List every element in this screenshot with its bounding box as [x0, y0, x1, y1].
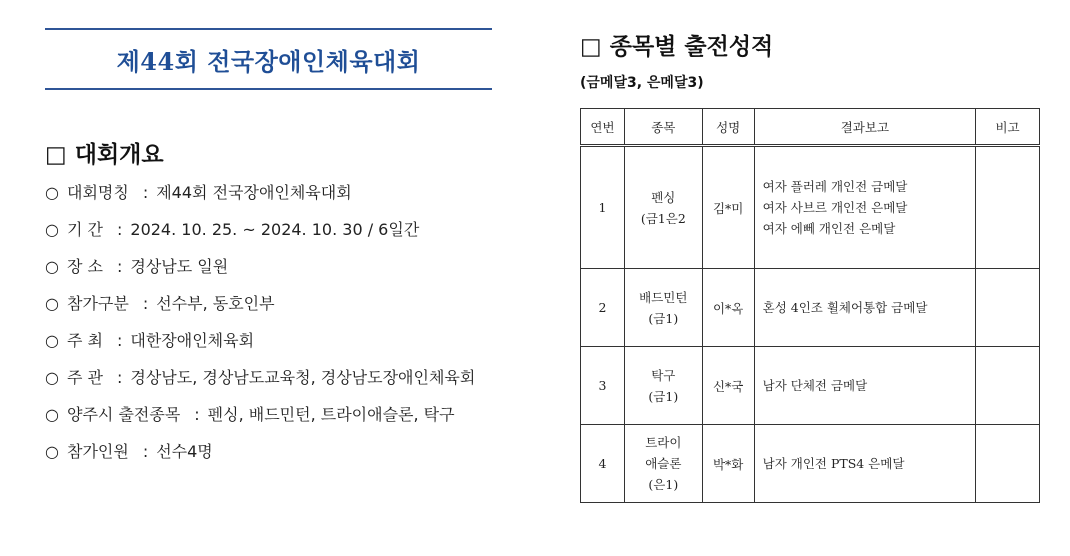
item-value: 선수4명	[156, 442, 213, 461]
bullet-circle-icon: ○	[45, 183, 59, 202]
event-line: 애슬론	[645, 456, 682, 471]
event-title: 제44회 전국장애인체육대회	[116, 46, 421, 76]
item-value: 선수부, 동호인부	[156, 294, 275, 313]
cell-result	[754, 269, 976, 347]
overview-item-name	[45, 178, 515, 215]
col-header-no: 연번	[581, 109, 625, 146]
item-separator: :	[142, 183, 149, 202]
item-separator: :	[117, 220, 123, 239]
item-separator: :	[142, 294, 149, 313]
bullet-circle-icon: ○	[45, 294, 59, 313]
cell-note	[976, 269, 1040, 347]
col-header-name: 성명	[702, 109, 754, 146]
cell-name: 이*옥	[702, 269, 754, 347]
bullet-circle-icon: ○	[45, 368, 59, 387]
event-line: (금1)	[648, 310, 679, 326]
col-header-note: 비고	[976, 109, 1040, 146]
item-value: 경상남도, 경상남도교육청, 경상남도장애인체육회	[130, 368, 476, 387]
results-heading: □ 종목별 출전성적	[580, 34, 774, 60]
cell-event	[624, 425, 702, 503]
overview-item-location	[45, 252, 515, 289]
event-line: 탁구	[651, 367, 676, 383]
cell-name: 박*화	[702, 425, 754, 503]
item-label: 장 소	[67, 257, 103, 276]
item-label: 양주시 출전종목	[67, 405, 181, 424]
cell-note	[976, 146, 1040, 269]
overview-item-host	[45, 326, 515, 363]
event-line: (금1은2	[640, 210, 686, 226]
item-value: 2024. 10. 25. ~ 2024. 10. 30 / 6일간	[130, 220, 420, 239]
bullet-circle-icon: ○	[45, 442, 59, 461]
result-line: 여자 에뻬 개인전 은메달	[762, 221, 896, 236]
event-title-box	[45, 28, 492, 90]
overview-list	[45, 178, 515, 474]
item-separator: :	[142, 442, 149, 461]
table-row	[581, 146, 1040, 269]
item-label: 대회명칭	[67, 183, 129, 202]
cell-name: 김*미	[702, 146, 754, 269]
item-value: 경상남도 일원	[130, 257, 229, 276]
cell-no: 2	[581, 269, 625, 347]
overview-heading: □ 대회개요	[45, 142, 164, 168]
item-value: 제44회 전국장애인체육대회	[156, 183, 352, 202]
item-label: 참가구분	[67, 294, 129, 313]
result-line: 남자 단체전 금메달	[762, 378, 868, 393]
cell-event	[624, 269, 702, 347]
overview-item-division	[45, 289, 515, 326]
bullet-circle-icon: ○	[45, 220, 59, 239]
result-line: 남자 개인전 PTS4 은메달	[762, 456, 905, 471]
item-value: 대한장애인체육회	[130, 331, 255, 350]
bullet-circle-icon: ○	[45, 257, 59, 276]
overview-item-organizer	[45, 363, 515, 400]
item-separator: :	[117, 331, 123, 350]
cell-no: 1	[581, 146, 625, 269]
item-value: 펜싱, 배드민턴, 트라이애슬론, 탁구	[207, 405, 455, 424]
cell-result	[754, 146, 976, 269]
overview-item-events	[45, 400, 515, 437]
result-line: 여자 플러레 개인전 금메달	[762, 179, 908, 194]
cell-note	[976, 425, 1040, 503]
overview-item-period	[45, 215, 515, 252]
event-line: (은1)	[648, 477, 679, 492]
event-line: 트라이	[645, 435, 682, 450]
cell-name: 신*국	[702, 347, 754, 425]
bullet-circle-icon: ○	[45, 331, 59, 350]
item-separator: :	[117, 257, 123, 276]
table-header-row	[581, 109, 1040, 146]
item-separator: :	[194, 405, 200, 424]
col-header-result: 결과보고	[754, 109, 976, 146]
cell-result	[754, 425, 976, 503]
event-line: 펜싱	[651, 189, 676, 205]
table-row	[581, 269, 1040, 347]
results-table	[580, 108, 1040, 503]
item-label: 주 관	[67, 368, 103, 387]
cell-note	[976, 347, 1040, 425]
medal-summary: (금메달3, 은메달3)	[580, 75, 704, 91]
cell-no: 3	[581, 347, 625, 425]
overview-item-participants	[45, 437, 515, 474]
item-label: 주 최	[67, 331, 103, 350]
col-header-event: 종목	[624, 109, 702, 146]
cell-no: 4	[581, 425, 625, 503]
table-row	[581, 347, 1040, 425]
cell-result	[754, 347, 976, 425]
item-separator: :	[117, 368, 123, 387]
result-line: 여자 사브르 개인전 은메달	[762, 200, 908, 215]
item-label: 기 간	[67, 220, 103, 239]
bullet-circle-icon: ○	[45, 405, 59, 424]
result-line: 혼성 4인조 휠체어통합 금메달	[762, 300, 928, 315]
cell-event	[624, 347, 702, 425]
cell-event	[624, 146, 702, 269]
event-line: 배드민턴	[639, 289, 688, 305]
event-line: (금1)	[648, 388, 679, 404]
item-label: 참가인원	[67, 442, 129, 461]
table-row	[581, 425, 1040, 503]
